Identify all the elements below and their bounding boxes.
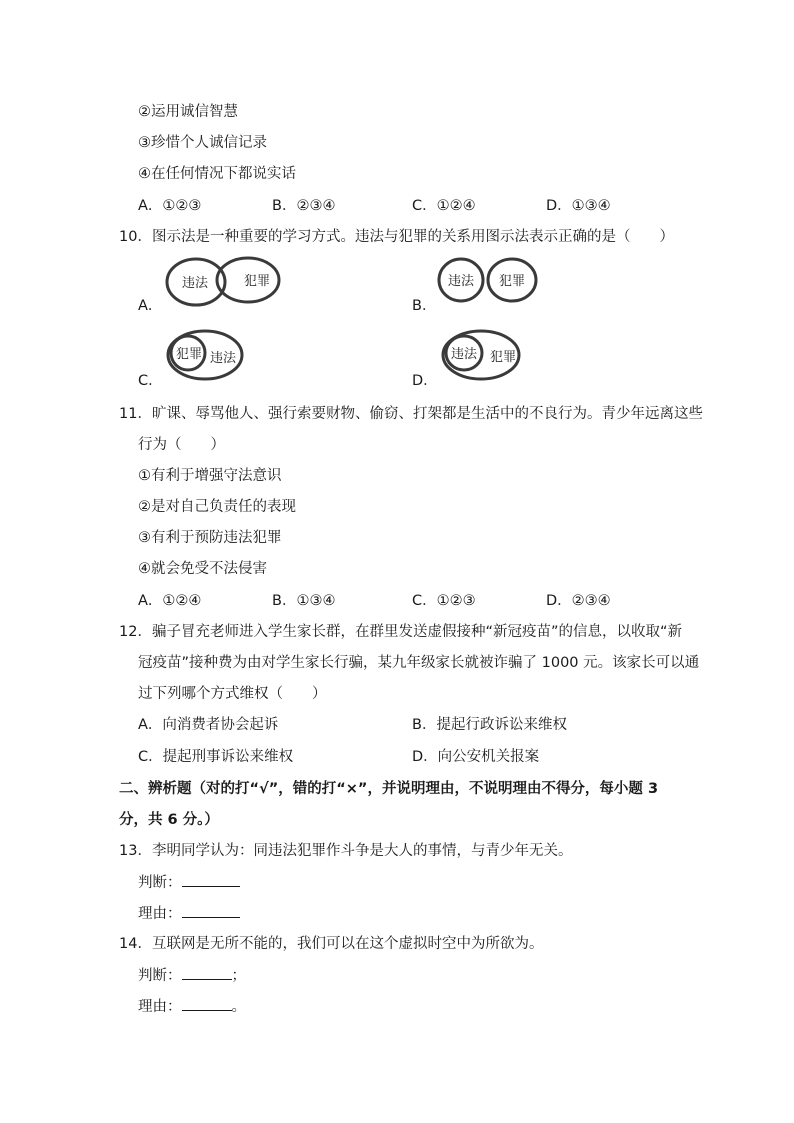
q14-judge-blank[interactable] — [182, 965, 232, 980]
q13-stem: 13．李明同学认为：同违法犯罪作斗争是大人的事情，与青少年无关。 — [119, 843, 573, 859]
q9-item-3: ③珍惜个人诚信记录 — [138, 135, 267, 151]
q13-reason-label: 理由： — [138, 906, 182, 922]
q11-option-c: C．①②③ — [412, 593, 476, 609]
q11-stem-line2: 行为（ ） — [138, 437, 225, 453]
q13-judge — [138, 872, 240, 893]
section2-heading-line1: 二、辨析题（对的打“√”，错的打“×”，并说明理由，不说明理由不得分，每小题 3 — [119, 781, 659, 797]
q9-option-a: A．①②③ — [138, 198, 202, 214]
q10-b-label-weifa: 违法 — [448, 274, 475, 289]
q10-d-label-weifa: 违法 — [451, 347, 478, 362]
q10-diagram-c — [160, 326, 250, 386]
q13-reason — [138, 903, 240, 924]
q11-item-2: ②是对自己负责任的表现 — [138, 499, 296, 515]
q9-item-4: ④在任何情况下都说实话 — [138, 166, 296, 182]
q12-option-b: B．提起行政诉讼来维权 — [412, 717, 567, 733]
q10-c-label-fanzui: 犯罪 — [176, 347, 203, 362]
q12-stem-line1: 12．骗子冒充老师进入学生家长群，在群里发送虚假接种“新冠疫苗”的信息，以收取“新 — [119, 624, 682, 640]
q9-option-d: D．①③④ — [546, 198, 611, 214]
q10-d-label-fanzui: 犯罪 — [490, 350, 517, 365]
q11-option-a: A．①②④ — [138, 593, 202, 609]
q11-option-b: B．①③④ — [272, 593, 336, 609]
q13-judge-blank[interactable] — [182, 872, 240, 887]
q14-stem: 14．互联网是无所不能的，我们可以在这个虚拟时空中为所欲为。 — [119, 936, 544, 952]
q14-reason-blank[interactable] — [182, 996, 232, 1011]
q14-judge — [138, 965, 246, 986]
q10-diagram-a — [160, 252, 290, 316]
q10-option-d: D． — [412, 373, 438, 389]
q12-option-c: C．提起刑事诉讼来维权 — [138, 749, 294, 765]
section2-heading-line2: 分，共 6 分。） — [119, 812, 219, 828]
q13-reason-blank[interactable] — [182, 903, 240, 918]
q14-judge-label: 判断： — [138, 968, 182, 984]
q10-diagram-b — [436, 252, 546, 312]
q11-item-1: ①有利于增强守法意识 — [138, 468, 282, 484]
q12-option-d: D．向公安机关报案 — [412, 749, 540, 765]
q14-reason-end: 。 — [231, 999, 246, 1015]
q9-item-2: ②运用诚信智慧 — [138, 104, 238, 120]
q11-item-4: ④就会免受不法侵害 — [138, 561, 267, 577]
q11-item-3: ③有利于预防违法犯罪 — [138, 530, 282, 546]
q14-reason — [138, 996, 246, 1017]
q10-option-c: C． — [138, 373, 163, 389]
q12-option-a: A．向消费者协会起诉 — [138, 717, 279, 733]
q9-option-b: B．②③④ — [272, 198, 336, 214]
q13-judge-label: 判断： — [138, 875, 182, 891]
q10-c-label-weifa: 违法 — [210, 351, 237, 366]
q10-b-label-fanzui: 犯罪 — [499, 274, 526, 289]
q14-reason-label: 理由： — [138, 999, 182, 1015]
q10-option-a: A． — [138, 298, 163, 314]
q12-stem-line3: 过下列哪个方式维权（ ） — [138, 686, 327, 702]
q12-stem-line2: 冠疫苗”接种费为由对学生家长行骗，某九年级家长就被诈骗了 1000 元。该家长可以通 — [138, 655, 700, 671]
q11-stem-line1: 11．旷课、辱骂他人、强行索要财物、偷窃、打架都是生活中的不良行为。青少年远离这些 — [119, 406, 703, 422]
q9-option-c: C．①②④ — [412, 198, 476, 214]
q11-option-d: D．②③④ — [546, 593, 611, 609]
q10-stem: 10．图示法是一种重要的学习方式。违法与犯罪的关系用图示法表示正确的是（ ） — [119, 229, 674, 245]
q10-a-label-weifa: 违法 — [182, 276, 209, 291]
q10-a-label-fanzui: 犯罪 — [244, 274, 271, 289]
q14-judge-end: ； — [231, 968, 246, 984]
q10-diagram-d — [436, 326, 526, 386]
q10-option-b: B． — [412, 298, 437, 314]
